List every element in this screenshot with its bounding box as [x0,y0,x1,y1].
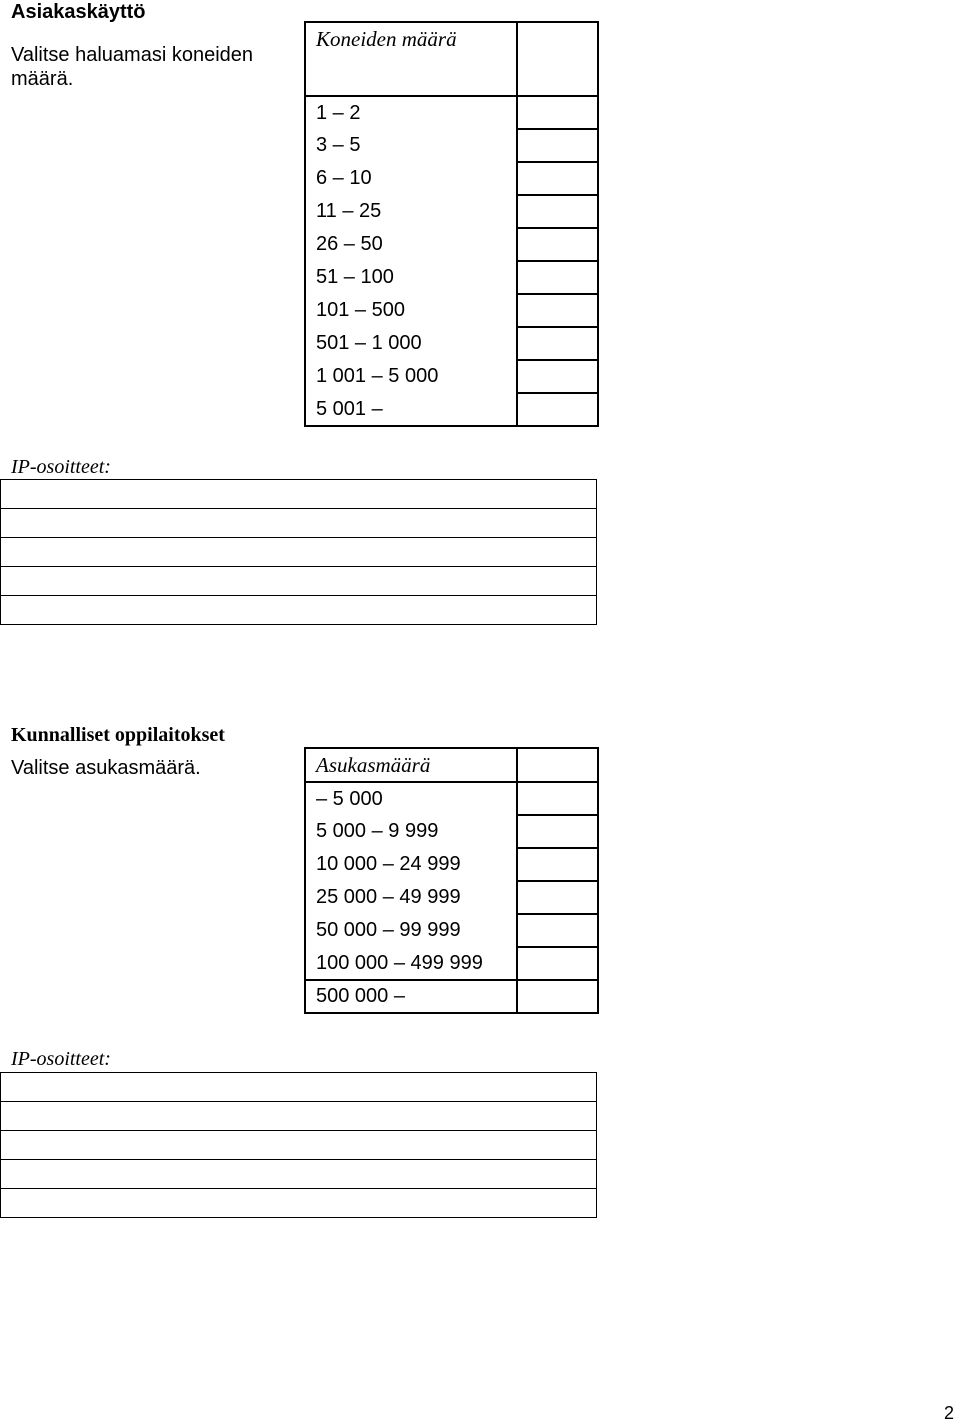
population-option: 100 000 – 499 999 [305,947,517,980]
population-checkbox[interactable] [517,848,598,881]
population-option: 50 000 – 99 999 [305,914,517,947]
machine-count-option: 51 – 100 [305,261,517,294]
ip-addresses-label-schools: IP-osoitteet: [11,1048,111,1070]
machine-count-option: 5 001 – [305,393,517,426]
machine-count-checkbox[interactable] [517,360,598,393]
machine-count-table [304,21,599,427]
machine-count-option: 3 – 5 [305,129,517,162]
machine-count-checkbox[interactable] [517,129,598,162]
machine-count-checkbox[interactable] [517,261,598,294]
instruction-machine-count: Valitse haluamasi koneiden määrä. [11,44,254,90]
population-table [304,747,599,1014]
machine-count-checkbox[interactable] [517,294,598,327]
section-title-municipal-schools: Kunnalliset oppilaitokset [11,724,225,746]
ip-address-field[interactable] [1,1073,597,1102]
section-title-customer-use: Asiakaskäyttö [11,1,146,23]
machine-count-header: Koneiden määrä [305,22,517,96]
population-checkbox[interactable] [517,815,598,848]
ip-address-field[interactable] [1,1131,597,1160]
ip-address-field[interactable] [1,1160,597,1189]
machine-count-option: 11 – 25 [305,195,517,228]
population-option: – 5 000 [305,782,517,815]
ip-address-field[interactable] [1,1102,597,1131]
ip-address-field[interactable] [1,480,597,509]
machine-count-option: 501 – 1 000 [305,327,517,360]
population-checkbox[interactable] [517,914,598,947]
instruction-population: Valitse asukasmäärä. [11,757,201,779]
machine-count-checkbox-header [517,22,598,96]
ip-address-field[interactable] [1,567,597,596]
machine-count-option: 6 – 10 [305,162,517,195]
ip-address-field[interactable] [1,1189,597,1218]
population-checkbox[interactable] [517,881,598,914]
machine-count-checkbox[interactable] [517,195,598,228]
page-number: 2 [944,1403,955,1423]
population-header: Asukasmäärä [305,748,517,782]
machine-count-checkbox[interactable] [517,393,598,426]
ip-addresses-label: IP-osoitteet: [11,456,111,478]
machine-count-checkbox[interactable] [517,162,598,195]
population-option: 5 000 – 9 999 [305,815,517,848]
population-checkbox-header [517,748,598,782]
ip-address-field[interactable] [1,538,597,567]
population-checkbox[interactable] [517,980,598,1013]
machine-count-checkbox[interactable] [517,327,598,360]
population-option: 500 000 – [305,980,517,1013]
machine-count-checkbox[interactable] [517,228,598,261]
ip-address-field[interactable] [1,596,597,625]
machine-count-option: 26 – 50 [305,228,517,261]
ip-addresses-box [0,479,597,625]
population-checkbox[interactable] [517,947,598,980]
machine-count-option: 101 – 500 [305,294,517,327]
machine-count-checkbox[interactable] [517,96,598,129]
ip-address-field[interactable] [1,509,597,538]
machine-count-option: 1 001 – 5 000 [305,360,517,393]
ip-addresses-box-schools [0,1072,597,1218]
machine-count-option: 1 – 2 [305,96,517,129]
population-option: 25 000 – 49 999 [305,881,517,914]
population-option: 10 000 – 24 999 [305,848,517,881]
population-checkbox[interactable] [517,782,598,815]
